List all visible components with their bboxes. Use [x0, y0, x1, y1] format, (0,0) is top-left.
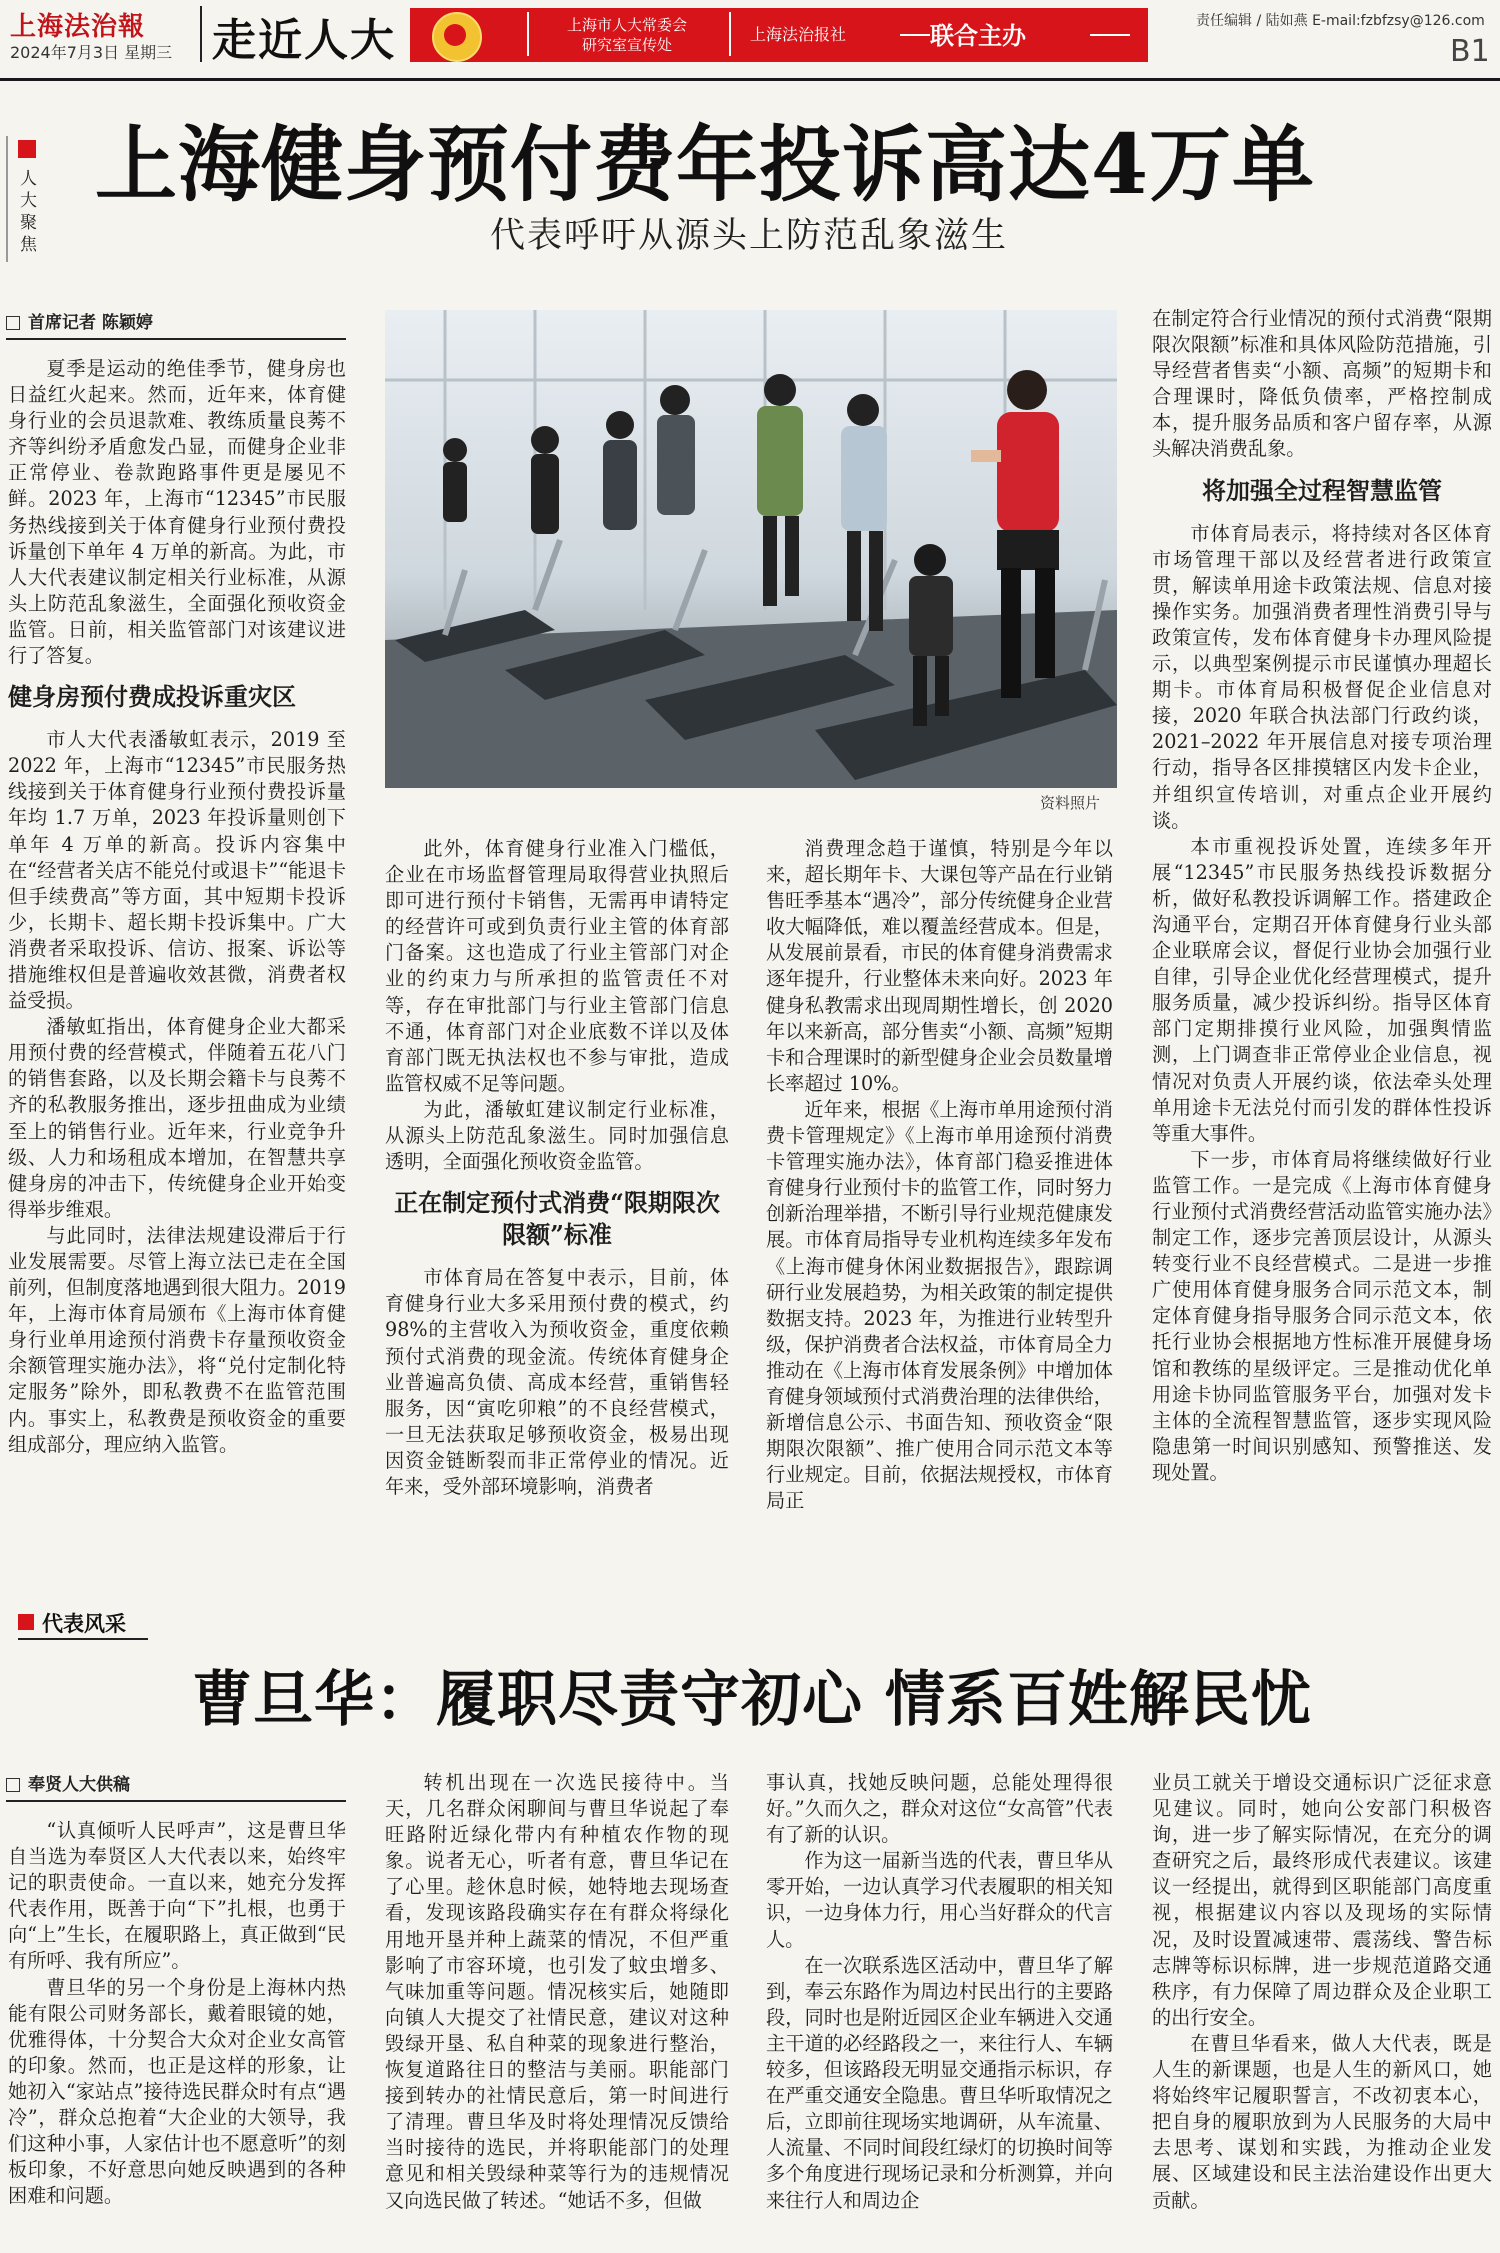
byline-rule [6, 1800, 346, 1802]
host-label: 联合主办 [930, 21, 1026, 50]
subheading: 将加强全过程智慧监管 [1202, 475, 1442, 505]
paragraph: 作为这一届新当选的代表，曹旦华从零开始，一边认真学习代表履职的相关知识，一边身体力行，用心当好群众的代言人。 [766, 1849, 1113, 1951]
page-number: B1 [1450, 34, 1490, 69]
tag-red-marker [18, 140, 36, 158]
tag-red-marker [18, 1614, 34, 1630]
story2-headline: 曹旦华：履职尽责守初心 情系百姓解民忧 [192, 1665, 1312, 1735]
story1-column-2 [385, 836, 729, 1578]
paragraph: 消费理念趋于谨慎，特别是今年以来，超长期年卡、大课包等产品在行业销售旺季基本“遇冷”，部分传统健身企业营收大幅降低，难以覆盖经营成本。但是，从发展前景看，市民的体育健身消费需求逐年提升，行业整体未来向好。2023 年健身私教需求出现周期性增长，创 2020 年以来新高，部分售卖“小额、高频”短期卡和合理课时的新型健身企业会员数量增长率超过 10%。 [766, 837, 1113, 1095]
treadmill-gym-photo [385, 310, 1117, 788]
masthead [0, 0, 1500, 72]
byline-text: 首席记者 陈颖婷 [28, 313, 153, 333]
paragraph: 转机出现在一次选民接待中。当天，几名群众闲聊间与曹旦华说起了奉旺路附近绿化带内有种植农作物的现象。说者无心，听者有意，曹旦华记在了心里。趁休息时候，她特地去现场查看，发现该路段确实存在有群众将绿化用地开垦并种上蔬菜的情况，不但严重影响了市容环境，也引发了蚊虫增多、气味加重等问题。情况核实后，她随即向镇人大提交了社情民意，建议对这种毁绿开垦、私自种菜的现象进行整治，恢复道路往日的整洁与美丽。职能部门接到转办的社情民意后，第一时间进行了清理。曹旦华及时将处理情况反馈给当时接待的选民，并将职能部门的处理意见和相关毁绿种菜等行为的违规情况又向选民做了转述。“她话不多，但做 [385, 1771, 729, 2212]
paragraph: 夏季是运动的绝佳季节，健身房也日益红火起来。然而，近年来，体育健身行业的会员退款难、教练质量良莠不齐等纠纷矛盾愈发凸显，而健身企业非正常停业、卷款跑路事件更是屡见不鲜。2023 年，上海市“12345”市民服务热线接到关于体育健身行业预付费投诉量创下单年 4 万单的新高。为此，市人大代表建议制定相关行业标准，从源头上防范乱象滋生，全面强化预收资金监管。日前，相关监管部门对该建议进行了答复。 [8, 357, 346, 668]
sponsor-organization: 上海法治报社 [750, 25, 847, 44]
section-tag-label: 代表风采 [42, 1612, 126, 1636]
story1-column-3 [766, 836, 1113, 1578]
paragraph: 在一次联系选区活动中，曹旦华了解到，奉云东路作为周边村民出行的主要路段，同时也是附近园区企业车辆进入交通主干道的必经路段之一，来往行人、车辆较多，但该路段无明显交通指示标识，存在严重交通安全隐患。曹旦华听取情况之后，立即前往现场实地调研，从车流量、人流量、不同时间段红绿灯的切换时间等多个角度进行现场记录和分析测算，并向来往行人和周边企 [766, 1953, 1113, 2212]
paragraph: 事认真，找她反映问题，总能处理得很好。”久而久之，群众对这位“女高管”代表有了新的认识。 [766, 1771, 1113, 1847]
story2-column-2 [385, 1770, 729, 2250]
square-bullet-icon [6, 1778, 20, 1792]
subheading: 健身房预付费成投诉重灾区 [8, 682, 296, 712]
byline-rule [6, 338, 346, 340]
photo-image [385, 310, 1117, 788]
paragraph: “认真倾听人民呼声”，这是曹旦华自当选为奉贤区人大代表以来，始终牢记的职责使命。一直以来，她充分发挥代表作用，既善于向“下”扎根，也勇于向“上”生长，在履职路上，真正做到“民有所呼、我有所应”。 [8, 1819, 346, 1973]
paragraph: 下一步，市体育局将继续做好行业监管工作。一是完成《上海市体育健身行业预付式消费经营活动监管实施办法》制定工作，逐步完善顶层设计，从源头转变行业不良经营模式。二是进一步推广使用体育健身服务合同示范文本，制定体育健身指导服务合同示范文本，依托行业协会根据地方性标准开展健身场馆和教练的星级评定。三是推动优化单用途卡协同监管服务平台，加强对发卡主体的全流程智慧监管，逐步实现风险隐患第一时间识别感知、预警推送、发现处置。 [1152, 1147, 1492, 1484]
subheading: 正在制定预付式消费“限期限次限额”标准 [394, 1188, 720, 1250]
sponsor-line-1: 上海市人大常委会 [566, 16, 687, 34]
paragraph: 业员工就关于增设交通标识广泛征求意见建议。同时，她向公安部门积极咨询，进一步了解实际情况，在充分的调查研究之后，最终形成代表建议。该建议一经提出，就得到区职能部门高度重视，根据建议内容以及现场的实际情况，及时设置减速带、震荡线、警告标志牌等标识标牌，进一步规范道路交通秩序，有力保障了周边群众及企业职工的出行安全。 [1152, 1771, 1492, 2029]
byline [6, 308, 153, 333]
paragraph: 市体育局表示，将持续对各区体育市场管理干部以及经营者进行政策宣贯，解读单用途卡政策法规、信息对接操作实务。加强消费者理性消费引导与政策宣传，发布体育健身卡办理风险提示，以典型案例提示市民谨慎办理超长期卡。市体育局积极督促企业信息对接，2020 年联合执法部门行政约谈，2021–2022 年开展信息对接专项治理行动，指导各区排摸辖区内发卡企业，并组织宣传培训，对重点企业开展约谈。 [1152, 521, 1492, 832]
vertical-section-tag: 人大聚焦 [20, 169, 37, 255]
story2-column-1 [8, 1818, 346, 2250]
masthead-rule [0, 78, 1500, 81]
photo-caption: 资料照片 [1040, 794, 1101, 812]
sub-headline: 代表呼吁从源头上防范乱象滋生 [490, 216, 1009, 256]
story1-column-1 [8, 356, 346, 1578]
national-emblem-icon [432, 12, 482, 62]
section-tag-underline [18, 1638, 148, 1640]
editor-credit: 责任编辑 / 陆如燕 E-mail:fzbfzsy@126.com [1196, 13, 1485, 29]
paragraph: 此外，体育健身行业准入门槛低，企业在市场监督管理局取得营业执照后即可进行预付卡销售，无需再申请特定的经营许可或到负责行业主管的体育部门备案。这也造成了行业主管部门对企业的约束力与所承担的监管责任不对等，存在审批部门与行业主管部门信息不通，体育部门对企业底数不详以及体育部门既无执法权也不参与审批，造成监管权威不足等问题。 [385, 837, 729, 1095]
host-label-rule-right [1090, 34, 1130, 36]
masthead-divider [200, 6, 202, 62]
paragraph: 曹旦华的另一个身份是上海林内热能有限公司财务部长，戴着眼镜的她，优雅得体，十分契合大众对企业女高管的印象。然而，也正是这样的形象，让她初入“家站点”接待选民群众时有点“遇冷”，群众总抱着“大企业的大领导，我们这种小事，人家估计也不愿意听”的刻板印象，不好意思向她反映遇到的各种困难和问题。 [8, 1975, 346, 2208]
newspaper-logo: 上海法治報 [10, 12, 146, 42]
paragraph: 近年来，根据《上海市单用途预付消费卡管理规定》《上海市单用途预付消费卡管理实施办法》，体育部门稳妥推进体育健身行业预付卡的监管工作，同时努力创新治理举措，不断引导行业规范健康发展。市体育局指导专业机构连续多年发布《上海市健身休闲业数据报告》，跟踪调研行业发展趋势，为相关政策的制定提供数据支持。2023 年，为推进行业转型升级，保护消费者合法权益，市体育局全力推动在《上海市体育发展条例》中增加体育健身领域预付式消费治理的法律供给，新增信息公示、书面告知、预收资金“限期限次限额”、推广使用合同示范文本等行业规定。目前，依据法规授权，市体育局正 [766, 1097, 1113, 1513]
main-headline: 上海健身预付费年投诉高达4万单 [95, 117, 1316, 213]
paragraph: 为此，潘敏虹建议制定行业标准，从源头上防范乱象滋生。同时加强信息透明，全面强化预收资金监管。 [385, 1097, 729, 1174]
sponsor-line-2: 研究室宣传处 [581, 36, 672, 54]
story2-byline [6, 1770, 130, 1795]
section-title: 走近人大 [212, 15, 396, 66]
story2-column-4 [1152, 1770, 1492, 2250]
issue-date: 2024年7月3日 星期三 [10, 43, 173, 62]
paragraph: 在曹旦华看来，做人大代表，既是人生的新课题，也是人生的新风口，她将始终牢记履职誓言，不改初衷本心，把自身的履职放到为人民服务的大局中去思考、谋划和实践，为推动企业发展、区域建设和民主法治建设作出更大贡献。 [1152, 2031, 1492, 2212]
paragraph: 本市重视投诉处置，连续多年开展“12345”市民服务热线投诉数据分析，做好私教投诉调解工作。搭建政企沟通平台，定期召开体育健身行业头部企业联席会议，督促行业协会加强行业自律，引导企业优化经营理模式，提升服务质量，减少投诉纠纷。指导区体育部门定期排摸行业风险，加强舆情监测，上门调查非正常停业企业信息，视情况对负责人开展约谈，依法牵头处理单用途卡无法兑付而引发的群体性投诉等重大事件。 [1152, 834, 1492, 1145]
paragraph: 在制定符合行业情况的预付式消费“限期限次限额”标准和具体风险防范措施，引导经营者售卖“小额、高频”的短期卡和合理课时，降低负债率，严格控制成本，提升服务品质和客户留存率，从源头解决消费乱象。 [1152, 307, 1492, 461]
byline-text: 奉贤人大供稿 [28, 1775, 130, 1795]
paragraph: 市体育局在答复中表示，目前，体育健身行业大多采用预付费的模式，约 98%的主营收入为预收资金，重度依赖预付式消费的现金流。传统体育健身企业普遍高负债、高成本经营，重销售轻服务，因“寅吃卯粮”的不良经营模式，一旦无法获取足够预收资金，极易出现因资金链断裂而非正常停业的情况。近年来，受外部环境影响，消费者 [385, 1266, 729, 1498]
story1-column-4 [1152, 306, 1492, 1578]
paragraph: 与此同时，法律法规建设滞后于行业发展需要。尽管上海立法已走在全国前列，但制度落地遇到很大阻力。2019 年，上海市体育局颁布《上海市体育健身行业单用途预付消费卡存量预收资金余额管理实施办法》，将“兑付定制化特定服务”除外，即私教费不在监管范围内。事实上，私教费是预收资金的重要组成部分，理应纳入监管。 [8, 1223, 346, 1456]
story2-column-3 [766, 1770, 1113, 2250]
paragraph: 潘敏虹指出，体育健身企业大都采用预付费的经营模式，伴随着五花八门的销售套路，以及长期会籍卡与良莠不齐的私教服务推出，逐步扭曲成为业绩至上的销售行业。近年来，行业竞争升级、人力和场租成本增加，在智慧共享健身房的冲击下，传统健身企业开始变得举步维艰。 [8, 1015, 346, 1221]
square-bullet-icon [6, 316, 20, 330]
paragraph: 市人大代表潘敏虹表示，2019 至 2022 年，上海市“12345”市民服务热线接到关于体育健身行业预付费投诉量年均 1.7 万单，2023 年投诉量则创下单年 4 万单的新高。投诉内容集中在“经营者关店不能兑付或退卡”“能退卡但手续费高”等方面，其中短期卡投诉少，长期卡、超长期卡投诉集中。广大消费者采取投诉、信访、报案、诉讼等措施维权但是普遍收效甚微，消费者权益受损。 [8, 728, 346, 1013]
tag-vertical-line [6, 136, 8, 262]
host-label-rule-left [900, 34, 930, 36]
